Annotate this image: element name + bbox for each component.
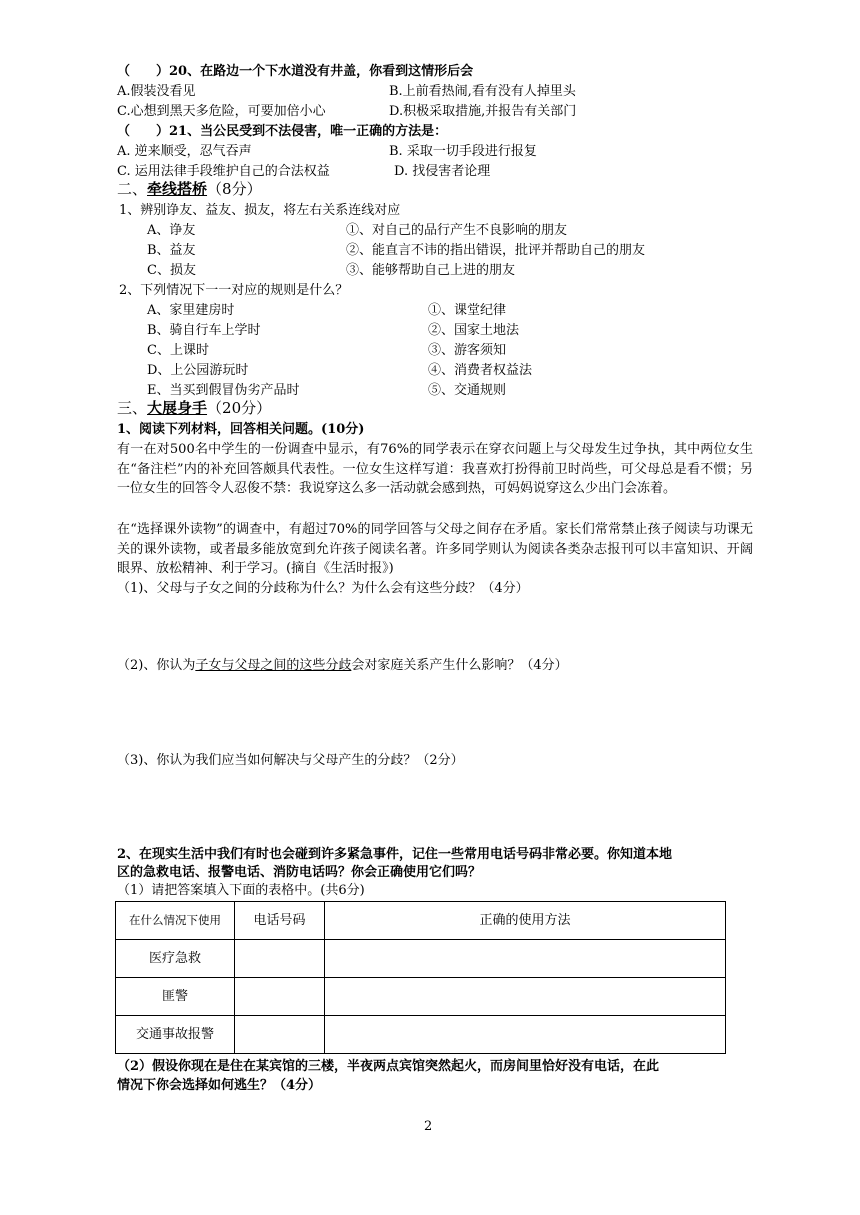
q21-option-c: C. 运用法律手段维护自己的合法权益 [117,164,330,179]
subquestion-2-underlined: 子女与父母之间的这些分歧 [195,658,352,673]
table-cell-method[interactable] [325,978,726,1016]
match2-right-item: ⑤、交通规则 [428,383,507,398]
section2-keyword: 牵线搭桥 [147,180,208,198]
match2-right-item: ③、游客须知 [428,343,507,358]
section2-heading [117,180,262,200]
table-header-cell: 电话号码 [235,902,325,940]
q20-option-b: B.上前看热闹,看有没有人掉里头 [389,84,576,99]
reading-paragraph-1: 有一在对500名中学生的一份调查中显示，有76%的同学表示在穿衣问题上与父母发生过争执，其中两位女生在“备注栏”内的补充回答颇具代表性。一位女生这样写道：我喜欢打扮得前卫时尚些，可父母总是看不惯；另一位女生的回答令人忍俊不禁：我说穿这么多一活动就会感到热，可妈妈说穿这么少出门会冻着。 [117,442,753,496]
match1-left-item: B、益友 [147,243,196,258]
match2-left-item: A、家里建房时 [147,303,235,318]
phone-subquestion-2-line-1: （2）假设你现在是住在某宾馆的三楼，半夜两点宾馆突然起火，而房间里恰好没有电话，在此 [117,1059,660,1074]
q20-option-d: D.积极采取措施,并报告有关部门 [389,104,577,119]
section2-item2-stem: 2、下列情况下一一对应的规则是什么？ [119,283,349,298]
reading-subquestion-1: （1)、父母与子女之间的分歧称为什么？为什么会有这些分歧？（4分） [117,581,529,596]
match2-right-item: ②、国家土地法 [428,323,520,338]
table-cell-phone[interactable] [235,1016,325,1054]
q21-option-b: B. 采取一切手段进行报复 [389,144,537,159]
match1-right-item: ①、对自己的品行产生不良影响的朋友 [346,223,568,238]
table-row [116,940,726,978]
phone-answer-table [115,901,726,1054]
phone-subquestion-1: （1）请把答案填入下面的表格中。(共6分) [117,883,365,898]
section2-item1-stem: 1、辨别诤友、益友、损友，将左右关系连线对应 [119,203,401,218]
q21-option-d: D. 找侵害者论理 [394,164,491,179]
table-row [116,978,726,1016]
match1-right-item: ③、能够帮助自己上进的朋友 [346,263,516,278]
match2-right-item: ①、课堂纪律 [428,303,507,318]
match1-left-item: C、损友 [147,263,196,278]
section3-score: （20分） [207,399,272,417]
table-row [116,1016,726,1054]
q21-option-a: A. 逆来顺受，忍气吞声 [117,144,252,159]
section3-keyword: 大展身手 [147,399,208,417]
table-cell-situation: 医疗急救 [116,940,235,978]
q20-option-c: C.心想到黑天多危险，可要加倍小心 [117,104,326,119]
q20-option-a: A.假装没看见 [117,84,196,99]
table-cell-situation: 交通事故报警 [116,1016,235,1054]
table-cell-phone[interactable] [235,978,325,1016]
phone-question-line-1: 2、在现实生活中我们有时也会碰到许多紧急事件，记住一些常用电话号码非常必要。你知道本地 [117,847,673,862]
table-header-cell: 正确的使用方法 [325,902,726,940]
reading-question-title: 1、阅读下列材料，回答相关问题。(10分) [117,422,365,437]
reading-paragraph-2: 在“选择课外读物”的调查中，有超过70%的同学回答与父母之间存在矛盾。家长们常常禁止孩子阅读与功课无关的课外读物，或者最多能放宽到允许孩子阅读名著。许多同学则认为阅读各类杂志报刊可以丰富知识、开阔眼界、放松精神、利于学习。(摘自《生活时报》) [117,522,753,576]
match2-left-item: B、骑自行车上学时 [147,323,261,338]
match2-right-item: ④、消费者权益法 [428,363,533,378]
subquestion-2-prefix: （2)、你认为 [117,658,196,673]
reading-subquestion-2 [117,656,568,676]
page-number: 2 [424,1119,433,1134]
table-header-cell: 在什么情况下使用 [116,902,235,940]
section3-heading [117,399,271,419]
match2-left-item: C、上课时 [147,343,209,358]
reading-subquestion-3: （3)、你认为我们应当如何解决与父母产生的分歧？（2分） [117,753,464,768]
q21-stem: （ ）21、当公民受到不法侵害，唯一正确的方法是： [117,124,448,139]
table-cell-situation: 匪警 [116,978,235,1016]
table-cell-phone[interactable] [235,940,325,978]
q20-stem: （ ）20、在路边一个下水道没有井盖，你看到这情形后会 [117,64,474,79]
match2-left-item: E、当买到假冒伪劣产品时 [147,383,300,398]
match1-right-item: ②、能直言不讳的指出错误，批评并帮助自己的朋友 [346,243,646,258]
phone-question-line-2: 区的急救电话、报警电话、消防电话吗？你会正确使用它们吗？ [117,865,482,880]
table-cell-method[interactable] [325,940,726,978]
section2-prefix: 二、 [117,180,148,198]
table-cell-method[interactable] [325,1016,726,1054]
phone-subquestion-2-line-2: 情况下你会选择如何逃生？（4分） [117,1078,322,1093]
section3-prefix: 三、 [117,399,148,417]
table-header-row [116,902,726,940]
match1-left-item: A、诤友 [147,223,196,238]
subquestion-2-suffix: 会对家庭关系产生什么影响？（4分） [351,658,568,673]
match2-left-item: D、上公园游玩时 [147,363,249,378]
section2-score: （8分） [207,180,262,198]
